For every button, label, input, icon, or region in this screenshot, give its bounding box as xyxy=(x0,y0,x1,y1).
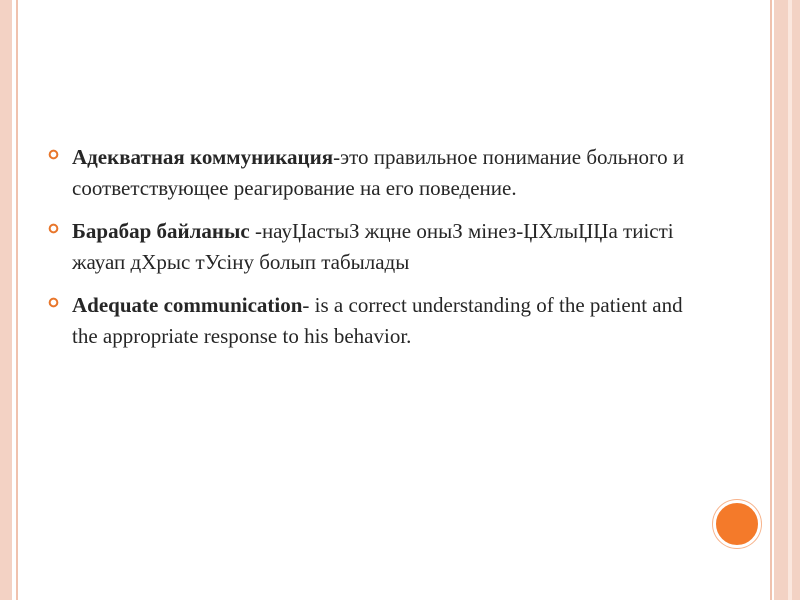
orange-circle-icon xyxy=(713,500,761,548)
right-border-decoration xyxy=(774,0,800,600)
bullet-2-term: Барабар байланыс xyxy=(72,219,250,243)
bullet-2-definition: -науЏастыЗ жцне оныЗ мінез-ЏХлыЏЏа тиісті жауап дХрыс тУсіну болып табылады xyxy=(72,219,674,274)
bullet-3-definition: - is a correct understanding of the patient and the appropriate response to his behavior. xyxy=(72,293,683,348)
bullet-1-term: Адекватная коммуникация xyxy=(72,145,334,169)
hollow-circle-bullet-icon xyxy=(48,297,59,308)
left-border-line xyxy=(16,0,18,600)
left-border-decoration xyxy=(0,0,12,600)
hollow-circle-bullet-icon xyxy=(48,149,59,160)
bullet-item-3 xyxy=(48,290,688,352)
bullet-3-term: Adequate communication xyxy=(72,293,303,317)
bullet-1-definition: -это правильное понимание больного и соответствующее реагирование на его поведение. xyxy=(72,145,685,200)
bullet-list xyxy=(48,142,688,364)
bullet-item-1 xyxy=(48,142,688,204)
hollow-circle-bullet-icon xyxy=(48,223,59,234)
right-border-inner-stripe xyxy=(788,0,792,600)
right-border-line xyxy=(770,0,772,600)
bullet-item-2 xyxy=(48,216,688,278)
